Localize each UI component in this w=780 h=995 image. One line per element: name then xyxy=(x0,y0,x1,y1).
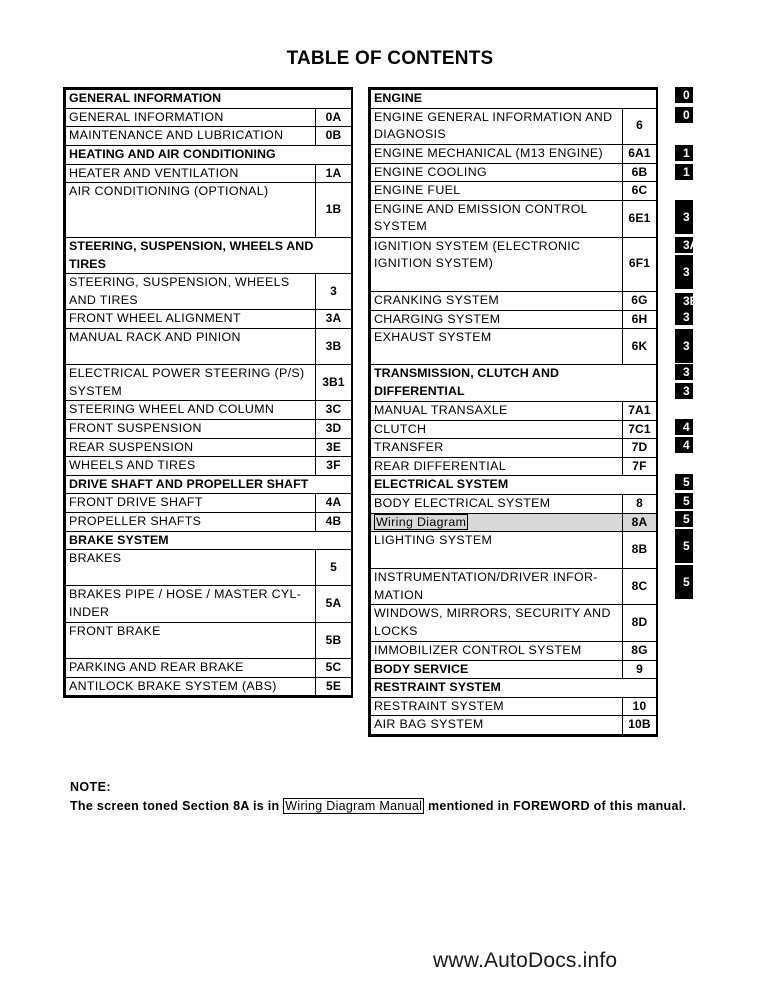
right-toc-row-section-code: 6K xyxy=(623,329,657,365)
section-tab[interactable]: 3 xyxy=(675,364,693,380)
right-toc-row[interactable] xyxy=(371,291,657,310)
right-toc-row-label-text: ENGINE GENERAL INFORMATION AND DIAGNOSIS xyxy=(374,109,613,141)
right-toc-row-label xyxy=(371,237,623,291)
right-toc-row[interactable] xyxy=(371,457,657,476)
left-toc-row[interactable] xyxy=(66,329,352,365)
left-toc-row-section-code: 3E xyxy=(316,438,352,457)
left-toc-row-section-code: 3B1 xyxy=(316,365,352,401)
left-toc-row xyxy=(66,90,352,109)
note-title: NOTE: xyxy=(70,780,111,794)
right-toc-row-label-text: RESTRAINT SYSTEM xyxy=(374,680,501,694)
left-toc-row-section-code: 3F xyxy=(316,457,352,476)
right-toc-row-label xyxy=(371,660,623,679)
section-tab[interactable]: 3 xyxy=(675,200,693,234)
left-toc-row-label xyxy=(66,457,316,476)
right-toc-row[interactable] xyxy=(371,329,657,365)
left-toc-row-label xyxy=(66,274,316,310)
left-toc-row[interactable] xyxy=(66,365,352,401)
left-toc-row-label-text: MANUAL RACK AND PINION xyxy=(69,330,241,344)
right-toc-row[interactable] xyxy=(371,439,657,458)
left-toc-row-label-text: ELECTRICAL POWER STEERING (P/S) SYSTEM xyxy=(69,366,305,398)
right-toc-row-label-text: ENGINE FUEL xyxy=(374,183,461,197)
right-toc-row-label-text: IMMOBILIZER CONTROL SYSTEM xyxy=(374,643,582,657)
right-toc-row-section-code: 6B xyxy=(623,163,657,182)
right-toc-row-label-text: AIR BAG SYSTEM xyxy=(374,717,484,731)
left-toc-row-label-text: BRAKES PIPE / HOSE / MASTER CYL-INDER xyxy=(69,587,302,619)
right-toc-row[interactable] xyxy=(371,697,657,716)
right-toc-row-label-text: CLUTCH xyxy=(374,421,427,436)
left-toc-row-label xyxy=(66,401,316,420)
section-tab[interactable]: 0 xyxy=(675,87,693,103)
left-toc-row-label xyxy=(66,164,316,183)
right-toc-row-section-code: 8G xyxy=(623,642,657,661)
left-toc-row-label xyxy=(66,677,316,696)
right-toc-row-section-code: 6F1 xyxy=(623,237,657,291)
left-toc-row-label-text: DRIVE SHAFT AND PROPELLER SHAFT xyxy=(69,476,309,491)
right-toc-row[interactable] xyxy=(371,569,657,605)
left-toc-row[interactable] xyxy=(66,457,352,476)
left-toc-row-label-text: ANTILOCK BRAKE SYSTEM (ABS) xyxy=(69,678,277,693)
left-toc-row[interactable] xyxy=(66,623,352,659)
left-toc-row xyxy=(66,238,352,274)
section-tab[interactable]: 3 xyxy=(675,383,693,399)
left-toc-row-label xyxy=(66,623,316,659)
left-toc-row-section-code: 0B xyxy=(316,127,352,146)
right-toc-row-label-text: TRANSMISSION, CLUTCH AND DIFFERENTIAL xyxy=(374,366,560,398)
right-toc-row-label-text: ENGINE MECHANICAL (M13 ENGINE) xyxy=(374,145,603,160)
left-toc-row-label xyxy=(66,438,316,457)
left-toc-row-label-text: PARKING AND REAR BRAKE xyxy=(69,660,244,674)
left-toc-row-section-code: 0A xyxy=(316,108,352,127)
right-toc-row xyxy=(371,365,657,402)
right-toc-row-label-text: REAR DIFFERENTIAL xyxy=(374,458,506,473)
toc-left-column xyxy=(63,87,353,698)
left-toc-row-label-text: STEERING, SUSPENSION, WHEELS AND TIRES xyxy=(69,275,290,307)
left-toc-row-section-code: 3D xyxy=(316,419,352,438)
note-text-after: mentioned in FOREWORD of this manual. xyxy=(424,799,687,813)
note-text-before: The screen toned Section 8A is in xyxy=(70,799,284,813)
left-toc-row[interactable] xyxy=(66,494,352,513)
left-toc-row-label xyxy=(66,531,352,550)
right-toc-row-section-code: 7F xyxy=(623,457,657,476)
right-toc-row-label-text: CHARGING SYSTEM xyxy=(374,311,501,326)
right-toc-row-label xyxy=(371,495,623,514)
right-toc-row-section-code: 6C xyxy=(623,182,657,201)
left-toc-row-section-code: 3A xyxy=(316,310,352,329)
left-toc-row-label-text: STEERING, SUSPENSION, WHEELS AND TIRES xyxy=(69,239,314,271)
left-toc-row[interactable] xyxy=(66,310,352,329)
left-toc-row-label xyxy=(66,586,316,623)
left-toc-row-label-text: BRAKE SYSTEM xyxy=(69,532,169,547)
section-tab[interactable]: 1 xyxy=(675,164,693,180)
left-toc-row xyxy=(66,475,352,494)
right-toc-row-section-code: 10B xyxy=(623,716,657,735)
left-toc-row-label xyxy=(66,238,352,274)
right-toc-row-section-code: 8 xyxy=(623,495,657,514)
left-toc-row-label xyxy=(66,365,316,401)
watermark-url: www.AutoDocs.info xyxy=(433,949,618,972)
right-toc-row-section-code: 7D xyxy=(623,439,657,458)
right-toc-row-label xyxy=(371,457,623,476)
right-toc-row-label-text: MANUAL TRANSAXLE xyxy=(374,403,508,417)
right-toc-row xyxy=(371,679,657,698)
left-toc-row-label-text: HEATER AND VENTILATION xyxy=(69,165,239,180)
section-tab[interactable]: 4 xyxy=(675,437,693,453)
left-toc-row-section-code: 1B xyxy=(316,183,352,238)
section-tab[interactable]: 3 xyxy=(675,309,693,325)
section-tab[interactable]: 4 xyxy=(675,419,693,435)
section-tab[interactable]: 3 xyxy=(675,255,693,289)
right-toc-row xyxy=(371,476,657,495)
right-toc-row-label-text: ENGINE COOLING xyxy=(374,164,487,179)
left-toc-row-label xyxy=(66,475,352,494)
right-toc-row-label xyxy=(371,420,623,439)
left-toc-row-label-text: PROPELLER SHAFTS xyxy=(69,513,202,528)
right-toc-row-label xyxy=(371,513,623,532)
page-title: TABLE OF CONTENTS xyxy=(286,48,494,69)
section-tab[interactable]: 3B xyxy=(675,293,693,309)
right-toc-row[interactable] xyxy=(371,605,657,642)
left-toc-row[interactable] xyxy=(66,419,352,438)
section-tab[interactable]: 5 xyxy=(675,493,693,509)
right-toc-row-label-text: BODY SERVICE xyxy=(374,661,469,676)
right-toc-row-label xyxy=(371,476,657,495)
right-toc-row-label xyxy=(371,679,657,698)
left-toc-row[interactable] xyxy=(66,659,352,678)
left-toc-row-label-text: HEATING AND AIR CONDITIONING xyxy=(69,147,276,161)
right-toc-row[interactable] xyxy=(371,310,657,329)
section-tab[interactable]: 1 xyxy=(675,145,693,161)
section-tab[interactable]: 5 xyxy=(675,474,693,490)
right-toc-row-label-text: BODY ELECTRICAL SYSTEM xyxy=(374,496,551,510)
toc-right-column xyxy=(368,87,658,737)
left-toc-row-section-code: 3 xyxy=(316,274,352,310)
left-toc-row[interactable] xyxy=(66,677,352,696)
right-toc-row-label-text: ENGINE xyxy=(374,91,423,105)
section-tab[interactable]: 5 xyxy=(675,565,693,599)
right-toc-row[interactable] xyxy=(371,660,657,679)
left-toc-row[interactable] xyxy=(66,183,352,238)
right-toc-row-section-code: 6E1 xyxy=(623,200,657,237)
note-text xyxy=(70,799,710,813)
right-toc-row-label xyxy=(371,108,623,144)
right-toc-row-label xyxy=(371,310,623,329)
right-toc-row-label xyxy=(371,182,623,201)
right-toc-row[interactable] xyxy=(371,237,657,291)
left-toc-row-label xyxy=(66,90,352,109)
right-toc-row-section-code: 9 xyxy=(623,660,657,679)
right-toc-row-label xyxy=(371,697,623,716)
left-toc-row-section-code: 3C xyxy=(316,401,352,420)
note-block xyxy=(70,780,710,813)
right-toc-row[interactable] xyxy=(371,144,657,163)
right-toc-row-section-code: 6H xyxy=(623,310,657,329)
right-toc-row-label xyxy=(371,642,623,661)
left-toc-row[interactable] xyxy=(66,108,352,127)
right-toc-row[interactable] xyxy=(371,513,657,532)
right-toc-row-label xyxy=(371,200,623,237)
left-toc-row-label xyxy=(66,310,316,329)
left-toc-row-label xyxy=(66,419,316,438)
left-toc-row-label xyxy=(66,127,316,146)
left-toc-row-label xyxy=(66,329,316,365)
section-tab[interactable]: 0 xyxy=(675,107,693,123)
left-toc-row-label xyxy=(66,550,316,586)
right-toc-row[interactable] xyxy=(371,200,657,237)
left-toc-row-label-text: GENERAL INFORMATION xyxy=(69,109,224,124)
left-toc-row-section-code: 1A xyxy=(316,164,352,183)
right-toc-row-label-text: ENGINE AND EMISSION CONTROL SYSTEM xyxy=(374,201,588,233)
left-toc-row-label xyxy=(66,659,316,678)
left-toc-row[interactable] xyxy=(66,550,352,586)
right-toc-row-section-code: 7C1 xyxy=(623,420,657,439)
left-toc-row[interactable] xyxy=(66,274,352,310)
right-toc-row-label-text: EXHAUST SYSTEM xyxy=(374,330,492,344)
left-toc-row[interactable] xyxy=(66,164,352,183)
note-boxed-reference: Wiring Diagram Manual xyxy=(285,799,423,813)
right-toc-row-label xyxy=(371,439,623,458)
right-toc-row-label xyxy=(371,291,623,310)
left-toc-row-label-text: MAINTENANCE AND LUBRICATION xyxy=(69,128,284,142)
right-toc-row-section-code: 8C xyxy=(623,569,657,605)
right-toc-row-label-text: ELECTRICAL SYSTEM xyxy=(374,477,509,491)
right-toc-row[interactable] xyxy=(371,163,657,182)
left-toc-row[interactable] xyxy=(66,438,352,457)
left-toc-row-label-text: STEERING WHEEL AND COLUMN xyxy=(69,402,275,416)
left-toc-row-section-code: 5E xyxy=(316,677,352,696)
left-toc-row-label xyxy=(66,494,316,513)
right-toc-row-section-code: 8D xyxy=(623,605,657,642)
right-toc-row[interactable] xyxy=(371,182,657,201)
right-toc-row-label-text: LIGHTING SYSTEM xyxy=(374,533,493,547)
left-toc-row-label-text: FRONT WHEEL ALIGNMENT xyxy=(69,311,241,325)
right-toc-row-label xyxy=(371,605,623,642)
right-toc-row-label xyxy=(371,532,623,569)
left-toc-row-label-text: BRAKES xyxy=(69,551,122,565)
right-toc-row-label-text: Wiring Diagram xyxy=(376,514,467,529)
left-toc-row-label-text: WHEELS AND TIRES xyxy=(69,458,196,472)
right-toc-row-section-code: 6 xyxy=(623,108,657,144)
right-toc-row-section-code: 10 xyxy=(623,697,657,716)
left-toc-row[interactable] xyxy=(66,586,352,623)
left-toc-row-section-code: 5A xyxy=(316,586,352,623)
right-toc-row-label-text: WINDOWS, MIRRORS, SECURITY AND LOCKS xyxy=(374,606,611,638)
right-toc-row[interactable] xyxy=(371,716,657,735)
right-toc-row-section-code: 8A xyxy=(623,513,657,532)
left-toc-row xyxy=(66,146,352,165)
right-toc-row-label-text: IGNITION SYSTEM (ELECTRONIC IGNITION SYSTEM) xyxy=(374,238,581,270)
right-toc-row-label-text: CRANKING SYSTEM xyxy=(374,292,500,307)
right-toc-row[interactable] xyxy=(371,532,657,569)
right-toc-row-label xyxy=(371,569,623,605)
right-toc-row-label xyxy=(371,365,657,402)
section-tab[interactable]: 3 xyxy=(675,329,693,363)
right-toc-row-label xyxy=(371,402,623,421)
right-toc-row-section-code: 8B xyxy=(623,532,657,569)
left-toc-row-section-code: 5 xyxy=(316,550,352,586)
left-toc-row-label-text: FRONT DRIVE SHAFT xyxy=(69,495,203,509)
right-toc-row[interactable] xyxy=(371,420,657,439)
right-toc-row xyxy=(371,90,657,109)
left-toc-row-section-code: 4A xyxy=(316,494,352,513)
right-toc-row-label-text: RESTRAINT SYSTEM xyxy=(374,698,504,713)
right-toc-row-label-text: INSTRUMENTATION/DRIVER INFOR-MATION xyxy=(374,570,598,602)
section-tab[interactable]: 5 xyxy=(675,529,693,563)
left-toc-row-label xyxy=(66,146,352,165)
right-toc-row-label-text: TRANSFER xyxy=(374,440,444,454)
left-toc-row-label xyxy=(66,183,316,238)
right-toc-row-section-code: 6G xyxy=(623,291,657,310)
left-toc-row-section-code: 4B xyxy=(316,512,352,531)
right-toc-row[interactable] xyxy=(371,108,657,144)
right-toc-row-label xyxy=(371,90,657,109)
right-toc-row-label xyxy=(371,329,623,365)
left-toc-row-label-text: AIR CONDITIONING (OPTIONAL) xyxy=(69,184,269,198)
right-toc-row[interactable] xyxy=(371,642,657,661)
left-toc-row-section-code: 5C xyxy=(316,659,352,678)
right-toc-row[interactable] xyxy=(371,495,657,514)
section-index-tabs xyxy=(675,87,699,617)
left-toc-row-label-text: FRONT BRAKE xyxy=(69,624,161,638)
left-toc-row-label-text: GENERAL INFORMATION xyxy=(69,91,222,105)
left-toc-row-label-text: REAR SUSPENSION xyxy=(69,439,194,454)
left-toc-row[interactable] xyxy=(66,401,352,420)
left-toc-row-section-code: 3B xyxy=(316,329,352,365)
left-toc-row-section-code: 5B xyxy=(316,623,352,659)
left-toc-row[interactable] xyxy=(66,127,352,146)
left-toc-row[interactable] xyxy=(66,512,352,531)
right-toc-row-label xyxy=(371,144,623,163)
right-toc-row-label xyxy=(371,716,623,735)
right-toc-row-label xyxy=(371,163,623,182)
right-toc-row[interactable] xyxy=(371,402,657,421)
section-tab[interactable]: 3A xyxy=(675,237,693,253)
right-toc-row-section-code: 6A1 xyxy=(623,144,657,163)
left-toc-row xyxy=(66,531,352,550)
left-toc-row-label xyxy=(66,108,316,127)
left-toc-row-label xyxy=(66,512,316,531)
section-tab[interactable]: 5 xyxy=(675,511,693,527)
left-toc-row-label-text: FRONT SUSPENSION xyxy=(69,420,202,435)
right-toc-row-section-code: 7A1 xyxy=(623,402,657,421)
